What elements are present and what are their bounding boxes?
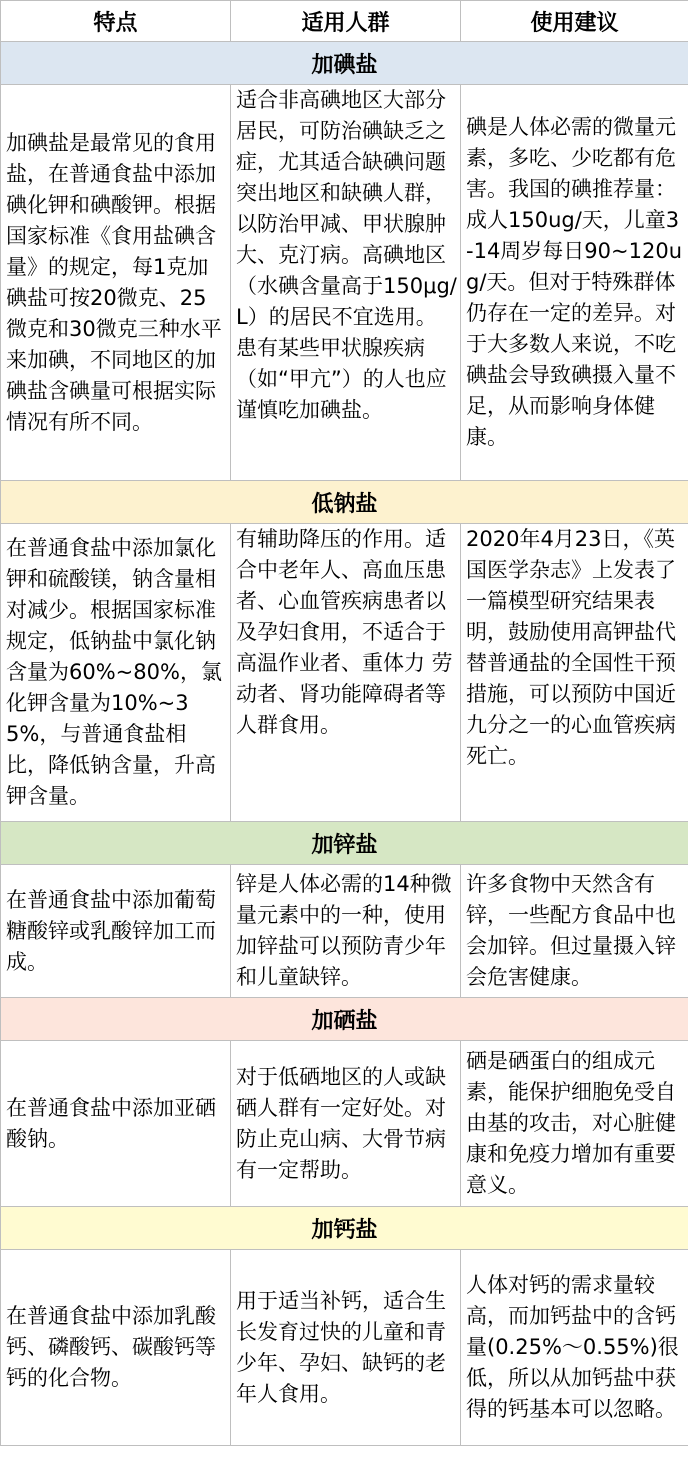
advice-cell: 许多食物中天然含有锌，一些配方食品中也会加锌。但过量摄入锌会危害健康。 — [461, 865, 688, 998]
section-header-calcium — [1, 1207, 688, 1250]
people-cell: 锌是人体必需的14种微量元素中的一种，使用加锌盐可以预防青少年和儿童缺锌。 — [231, 865, 461, 998]
section-header-iodized — [1, 42, 688, 85]
header-row — [1, 1, 688, 42]
people-cell: 对于低硒地区的人或缺硒人群有一定好处。对防止克山病、大骨节病有一定帮助。 — [231, 1041, 461, 1207]
section-header-selenium — [1, 998, 688, 1041]
header-advice: 使用建议 — [461, 1, 688, 42]
section-row-low-sodium — [1, 524, 688, 822]
header-feature: 特点 — [1, 1, 231, 42]
section-title: 加硒盐 — [1, 998, 688, 1041]
section-row-calcium — [1, 1250, 688, 1446]
section-row-zinc — [1, 865, 688, 998]
section-header-low-sodium — [1, 481, 688, 524]
feature-cell: 加碘盐是最常见的食用盐，在普通食盐中添加碘化钾和碘酸钾。根据国家标准《食用盐碘含量》的规定，每1克加碘盐可按20微克、25微克和30微克三种水平来加碘，不同地区的加碘盐含碘量可根据实际情况有所不同。 — [1, 85, 231, 481]
feature-cell: 在普通食盐中添加乳酸钙、磷酸钙、碳酸钙等钙的化合物。 — [1, 1250, 231, 1446]
section-title: 低钠盐 — [1, 481, 688, 524]
advice-cell: 碘是人体必需的微量元素，多吃、少吃都有危害。我国的碘推荐量：成人150ug/天，儿童3-14周岁每日90~120ug/天。但对于特殊群体仍存在一定的差异。对于大多数人来说，不吃碘盐会导致碘摄入量不足，从而影响身体健康。 — [461, 85, 688, 481]
people-cell: 适合非高碘地区大部分居民，可防治碘缺乏之症，尤其适合缺碘问题突出地区和缺碘人群，以防治甲减、甲状腺肿大、克汀病。高碘地区（水碘含量高于150μg/L）的居民不宜选用。患有某些甲状腺疾病（如“甲亢”）的人也应谨慎吃加碘盐。 — [231, 85, 461, 481]
section-row-iodized — [1, 85, 688, 481]
section-title: 加钙盐 — [1, 1207, 688, 1250]
section-title: 加碘盐 — [1, 42, 688, 85]
advice-cell: 硒是硒蛋白的组成元素，能保护细胞免受自由基的攻击，对心脏健康和免疫力增加有重要意义。 — [461, 1041, 688, 1207]
people-cell: 有辅助降压的作用。适合中老年人、高血压患者、心血管疾病患者以及孕妇食用，不适合于高温作业者、重体力 劳动者、肾功能障碍者等人群食用。 — [231, 524, 461, 822]
feature-cell: 在普通食盐中添加氯化钾和硫酸镁，钠含量相对减少。根据国家标准规定，低钠盐中氯化钠含量为60%~80%，氯化钾含量为10%~35%，与普通食盐相比，降低钠含量，升高钾含量。 — [1, 524, 231, 822]
advice-cell: 2020年4月23日，《英国医学杂志》上发表了一篇模型研究结果表明，鼓励使用高钾盐代替普通盐的全国性干预措施，可以预防中国近九分之一的心血管疾病死亡。 — [461, 524, 688, 822]
section-row-selenium — [1, 1041, 688, 1207]
header-people: 适用人群 — [231, 1, 461, 42]
people-cell: 用于适当补钙，适合生长发育过快的儿童和青少年、孕妇、缺钙的老年人食用。 — [231, 1250, 461, 1446]
feature-cell: 在普通食盐中添加葡萄糖酸锌或乳酸锌加工而成。 — [1, 865, 231, 998]
advice-cell: 人体对钙的需求量较高，而加钙盐中的含钙量(0.25%～0.55%)很低，所以从加钙盐中获得的钙基本可以忽略。 — [461, 1250, 688, 1446]
feature-cell: 在普通食盐中添加亚硒酸钠。 — [1, 1041, 231, 1207]
section-title: 加锌盐 — [1, 822, 688, 865]
section-header-zinc — [1, 822, 688, 865]
